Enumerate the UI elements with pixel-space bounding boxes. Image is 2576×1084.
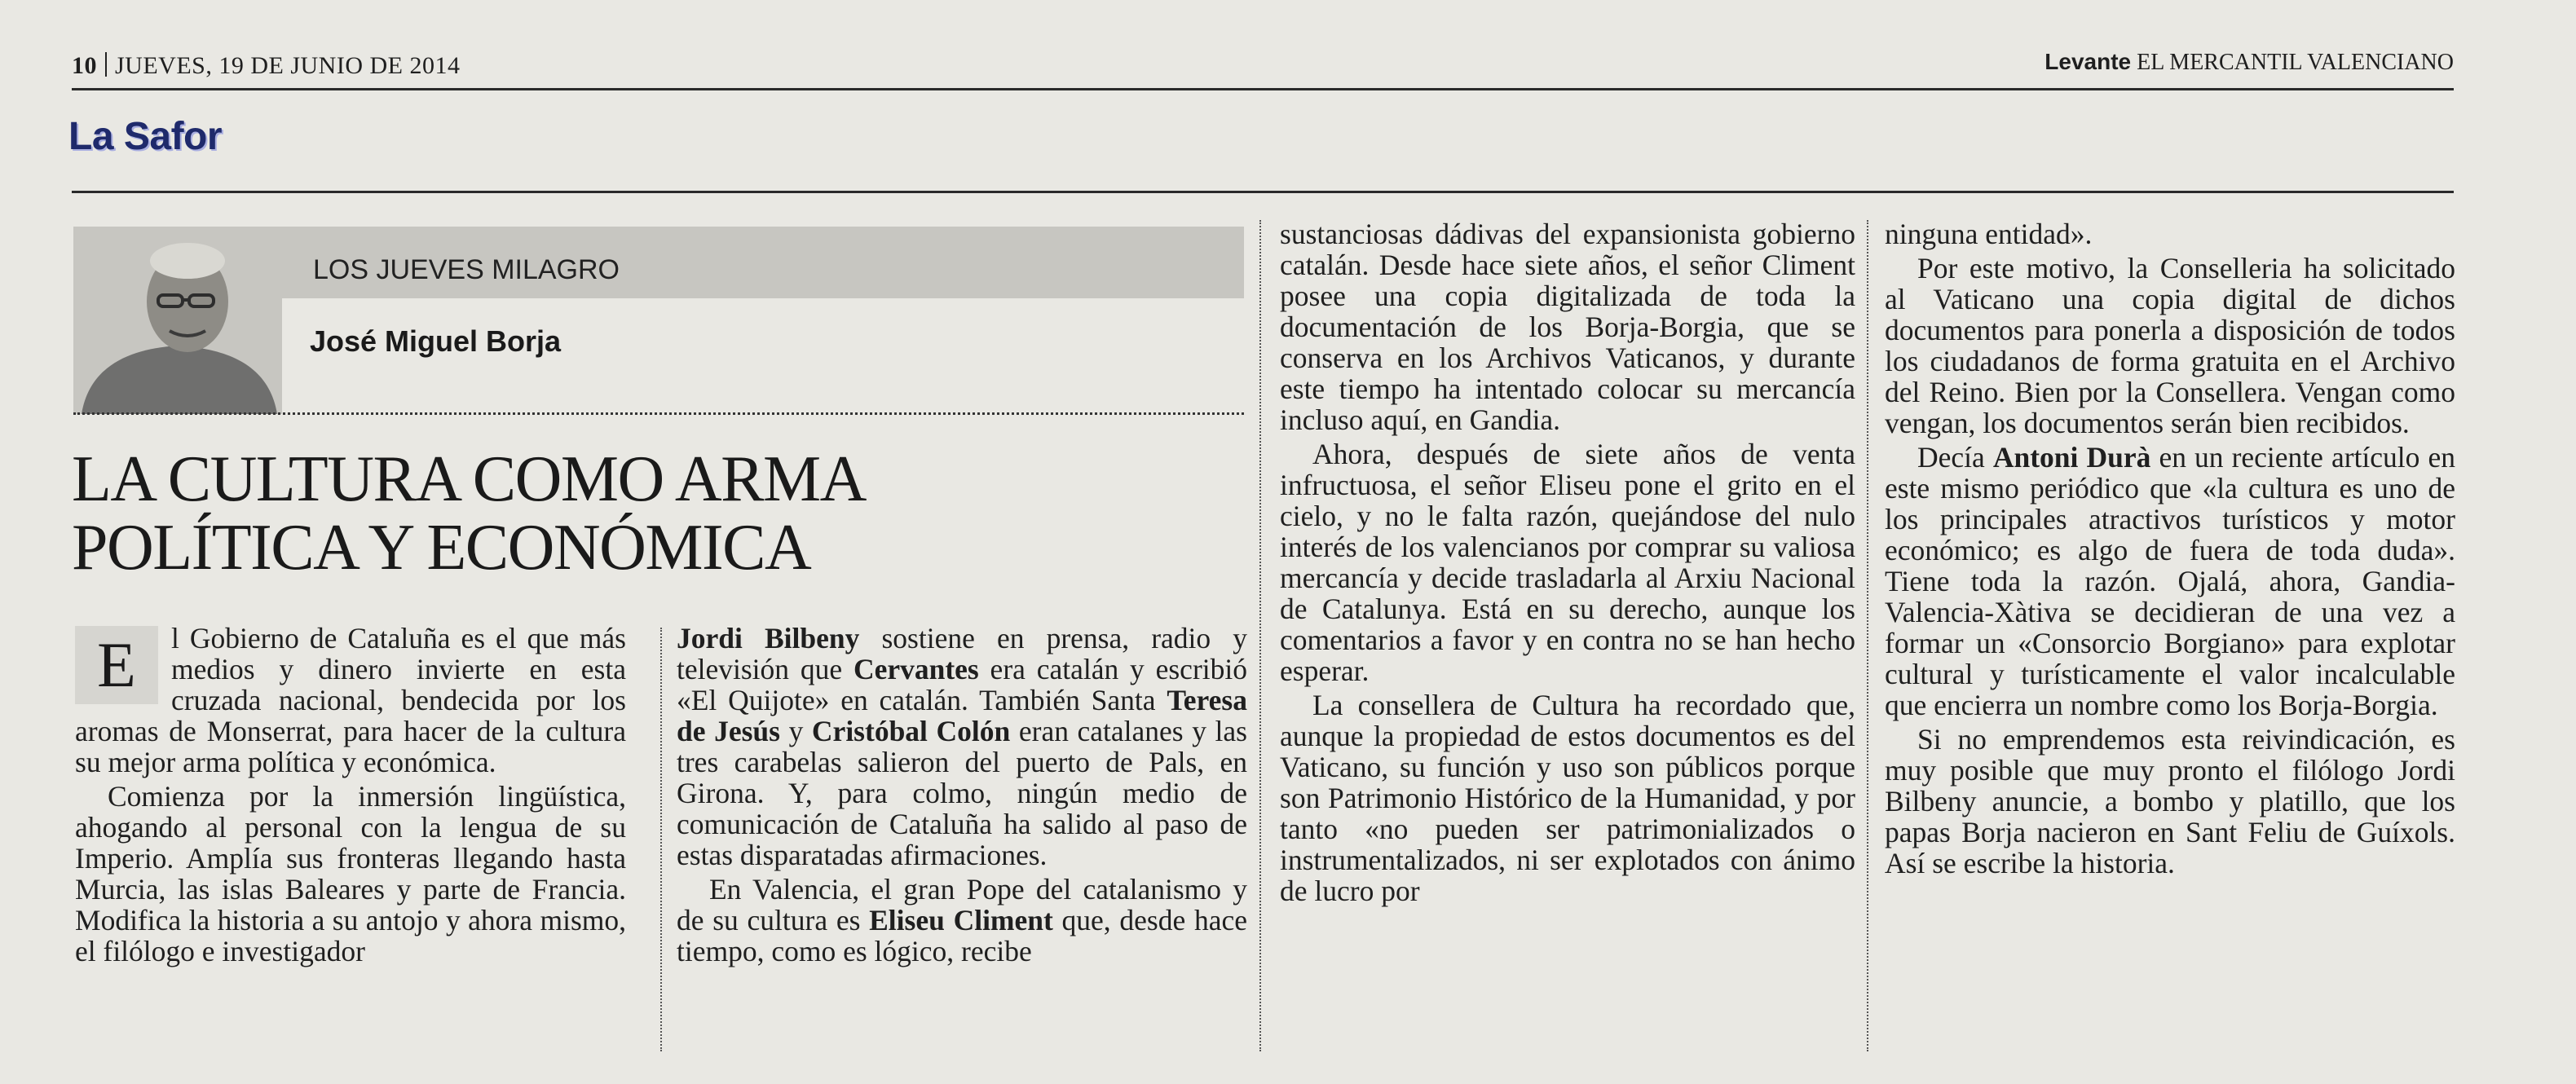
- headline-line-2: POLÍTICA Y ECONÓMICA: [72, 512, 811, 584]
- headline-line-1: LA CULTURA COMO ARMA: [72, 443, 866, 515]
- author-photo: [73, 227, 282, 414]
- paper-brand: Levante: [2044, 49, 2132, 74]
- paragraph-text: era catalán y escribió «El Quijote» en catalán. También Santa: [677, 653, 1247, 716]
- paragraph: [1885, 442, 2455, 720]
- column-separator: [660, 628, 662, 1051]
- paragraph-text: En Valencia, el gran Pope del catalanismo y de su cultura es: [677, 873, 1247, 936]
- paragraph-text: que, desde hace tiempo, como es lógico, recibe: [677, 904, 1247, 967]
- paragraph: [677, 874, 1247, 967]
- section-title: La Safor: [68, 115, 223, 158]
- person-name: Antoni Durà: [1992, 441, 2151, 474]
- paragraph-text: eran catalanes y las tres carabelas salieron del puerto de Pals, en Girona. Y, para colmo, ningún medio de comunicación de Cataluña ha salido al paso de estas disparatadas afirmaciones.: [677, 715, 1247, 871]
- article-column-1: [75, 623, 626, 967]
- newspaper-name: [2044, 49, 2454, 76]
- paragraph: Ahora, después de siete años de venta infructuosa, el señor Eliseu pone el grito en el cielo, y no le falta razón, quejándose del nulo interés de los valencianos por comprar su valiosa mercancía y decide trasladarla al Arxiu Nacional de Catalunya. Está en su derecho, aunque los comentarios a favor y en contra no se han hecho esperar.: [1280, 438, 1855, 687]
- paragraph-text: Decía: [1917, 441, 1993, 474]
- person-name: Cristóbal Colón: [811, 715, 1011, 747]
- paragraph-text: y: [779, 715, 812, 747]
- headline: [72, 445, 1246, 582]
- paragraph: [75, 623, 626, 778]
- paragraph: Por este motivo, la Conselleria ha solicitado al Vaticano una copia digital de dichos documentos para ponerla a disposición de todos los ciudadanos de forma gratuita en el Archivo del Reino. Bien por la Consellera. Vengan como vengan, los documentos serán bien recibidos.: [1885, 252, 2455, 439]
- column-name: LOS JUEVES MILAGRO: [313, 254, 620, 285]
- page-folio: [72, 52, 460, 80]
- paragraph: [677, 623, 1247, 870]
- section-rule: [72, 191, 2454, 193]
- column-separator: [1259, 220, 1261, 1051]
- page-number: 10: [72, 52, 97, 79]
- paper-subtitle: EL MERCANTIL VALENCIANO: [2137, 50, 2454, 75]
- author-portrait-icon: [73, 227, 282, 414]
- paragraph: Comienza por la inmersión lingüística, ahogando al personal con la lengua de su Imperio. Amplía sus fronteras llegando hasta Murcia, las islas Baleares y parte de Francia. Modifica la historia a su antojo y ahora mismo, el filólogo e investigador: [75, 780, 626, 967]
- paragraph-text: sostiene en prensa, radio y televisión que: [677, 622, 1248, 685]
- person-name: Eliseu Climent: [869, 904, 1053, 936]
- article-column-4: [1885, 218, 2455, 879]
- article-column-2: [677, 623, 1247, 967]
- paragraph: Si no emprendemos esta reivindicación, es muy posible que muy pronto el filólogo Jordi Bilbeny anuncie, a bombo y platillo, que los papas Borja nacieron en Sant Feliu de Guíxols. Así se escribe la historia.: [1885, 723, 2455, 879]
- paragraph: ninguna entidad».: [1885, 218, 2093, 250]
- issue-date: JUEVES, 19 DE JUNIO DE 2014: [115, 52, 461, 79]
- column-separator: [1867, 220, 1868, 1051]
- header-rule: [72, 88, 2454, 90]
- author-name: José Miguel Borja: [310, 324, 562, 358]
- folio-divider: [105, 52, 107, 77]
- paragraph: La consellera de Cultura ha recordado que, aunque la propiedad de estos documentos es del Vaticano, su función y uso son públicos porque son Patrimonio Histórico de la Humanidad, y por tanto «no pueden ser patrimonializados o instrumentalizados, ni ser explotados con ánimo de lucro por: [1280, 689, 1855, 907]
- byline-divider: [73, 412, 1244, 415]
- person-name: Cervantes: [853, 653, 979, 685]
- article-column-3: [1280, 218, 1855, 906]
- paragraph-text: l Gobierno de Cataluña es el que más medios y dinero invierte en esta cruzada nacional, bendecida por los aromas de Monserrat, para hacer de la cultura su mejor arma política y económica.: [75, 622, 626, 778]
- paragraph-text: en un reciente artículo en este mismo periódico que «la cultura es uno de los principales atractivos turísticos y motor económico; es algo de fuera de toda duda». Tiene toda la razón. Ojalá, ahora, Gandia-Valencia-Xàtiva se decidieran de una vez a formar un «Consorcio Borgiano» para explotar cultural y turísticamente el valor incalculable que encierra un nombre como los Borja-Borgia.: [1885, 441, 2455, 721]
- drop-cap: E: [75, 626, 158, 704]
- person-name: Jordi Bilbeny: [677, 622, 860, 654]
- person-name: Teresa de Jesús: [677, 684, 1247, 747]
- paragraph: sustanciosas dádivas del expansionista gobierno catalán. Desde hace siete años, el señor Climent posee una copia digitalizada de toda la documentación de los Borja-Borgia, que se conserva en los Archivos Vaticanos, y durante este tiempo ha intentado colocar su mercancía incluso aquí, en Gandia.: [1280, 218, 1855, 436]
